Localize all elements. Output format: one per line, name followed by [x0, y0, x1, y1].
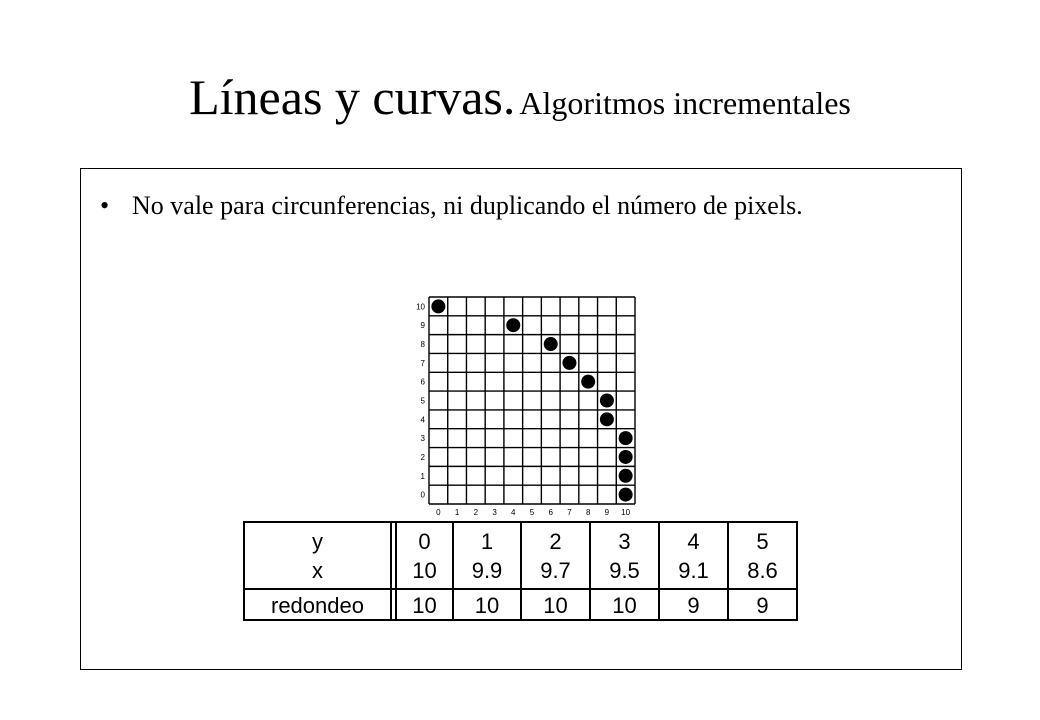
- x-tick-label: 9: [604, 508, 610, 517]
- plotted-pixel: [600, 412, 614, 426]
- plotted-pixel: [562, 356, 576, 370]
- y-tick-label: 8: [420, 340, 425, 350]
- x-tick-label: 6: [548, 508, 553, 517]
- plotted-pixel: [619, 488, 633, 502]
- table-cell-x: 9.1: [678, 558, 709, 583]
- plotted-pixel: [619, 450, 633, 464]
- x-tick-label: 5: [529, 508, 535, 517]
- value-table-text: [271, 529, 778, 618]
- plotted-pixel: [544, 337, 558, 351]
- x-tick-label: 0: [436, 508, 441, 517]
- bullet-text: No vale para circunferencias, ni duplicando el número de pixels.: [132, 191, 803, 220]
- plotted-pixel: [600, 394, 614, 408]
- table-cell-rounded: 9: [687, 593, 700, 618]
- table-cell-y: 3: [618, 529, 631, 554]
- table-cell-x: 9.5: [609, 558, 640, 583]
- table-row-label: redondeo: [271, 593, 364, 618]
- table-cell-x: 9.7: [540, 558, 571, 583]
- y-tick-label: 4: [420, 415, 425, 425]
- plotted-pixel: [506, 318, 520, 332]
- x-tick-label: 7: [567, 508, 572, 517]
- table-cell-y: 0: [418, 529, 431, 554]
- y-tick-label: 2: [420, 452, 425, 462]
- plotted-pixel: [581, 375, 595, 389]
- x-tick-label: 1: [454, 508, 460, 517]
- table-row-label: y: [312, 529, 323, 554]
- x-tick-label: 8: [585, 508, 591, 517]
- y-tick-label: 5: [420, 396, 425, 406]
- y-tick-label: 3: [420, 434, 425, 444]
- plotted-pixel: [619, 469, 633, 483]
- y-tick-label: 6: [420, 377, 425, 387]
- table-cell-y: 2: [549, 529, 562, 554]
- y-tick-label: 7: [420, 358, 425, 368]
- table-cell-y: 4: [687, 529, 700, 554]
- x-tick-label: 10: [621, 508, 631, 517]
- table-cell-rounded: 10: [612, 593, 637, 618]
- table-cell-rounded: 9: [756, 593, 769, 618]
- table-cell-x: 9.9: [471, 558, 503, 583]
- y-tick-label: 9: [420, 321, 425, 331]
- x-tick-label: 3: [492, 508, 497, 517]
- y-tick-label: 0: [420, 490, 425, 500]
- x-tick-label: 4: [511, 508, 516, 517]
- plotted-pixels: [431, 299, 632, 501]
- table-cell-rounded: 10: [543, 593, 568, 618]
- y-tick-label: 10: [416, 302, 425, 312]
- title-main: Líneas y curvas.: [189, 69, 516, 125]
- x-tick-label: 2: [473, 508, 479, 517]
- table-cell-y: 5: [756, 529, 769, 554]
- table-cell-rounded: 10: [474, 593, 500, 618]
- plotted-pixel: [431, 299, 445, 313]
- title-subtitle: Algoritmos incrementales: [519, 85, 851, 121]
- table-cell-rounded: 10: [412, 593, 437, 618]
- plotted-pixel: [619, 431, 633, 445]
- bullet-icon: •: [100, 191, 110, 220]
- table-cell-x: 10: [412, 558, 437, 583]
- table-row-label: x: [312, 558, 323, 583]
- y-tick-label: 1: [420, 471, 425, 481]
- table-cell-x: 8.6: [747, 558, 778, 583]
- table-cell-y: 1: [480, 529, 494, 554]
